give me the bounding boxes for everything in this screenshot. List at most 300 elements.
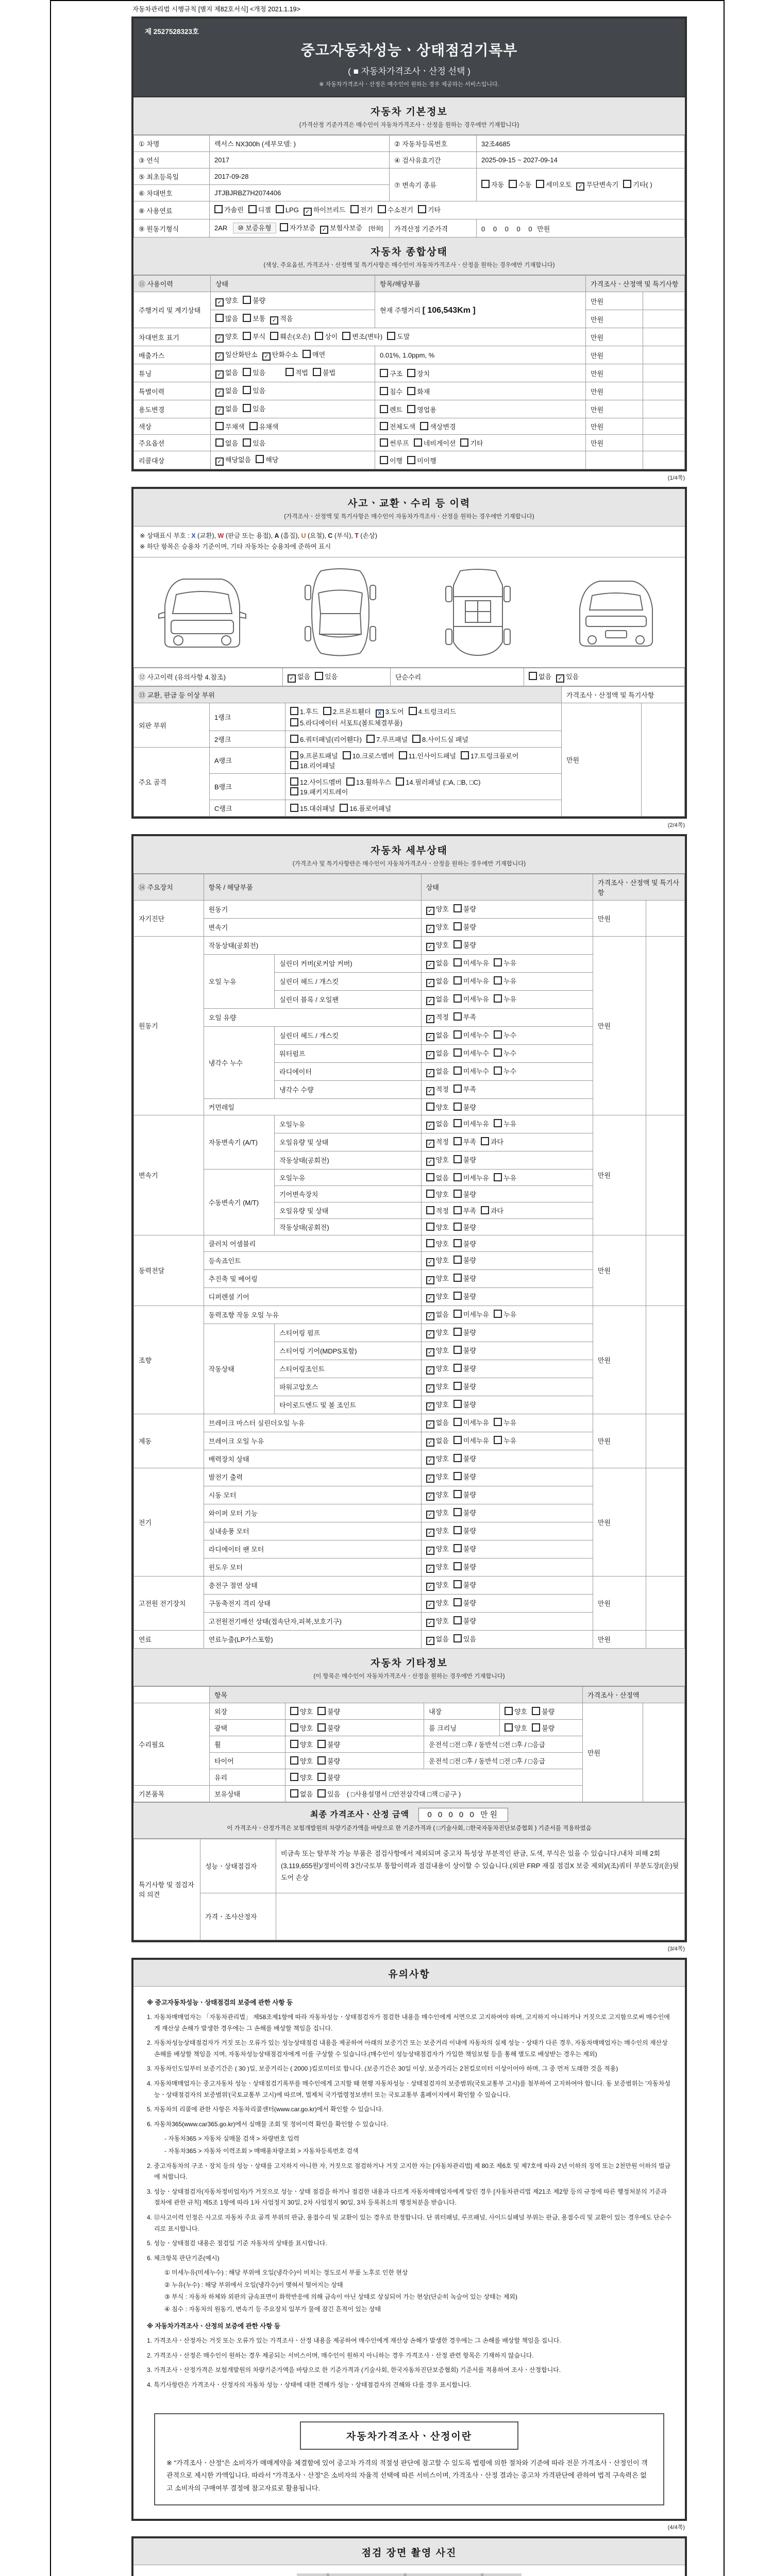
checkbox-option[interactable]: ✓ 적음 [270, 313, 293, 325]
price-cell: 만원 [562, 703, 642, 816]
state-options [421, 1185, 593, 1202]
state-options [421, 1522, 593, 1540]
checkbox-option[interactable]: 불량 [243, 295, 265, 305]
checkbox-option[interactable]: 양호 [426, 1189, 449, 1199]
notice-item: 4. 특기사항란은 가격조사ㆍ산정자의 자동차 성능ㆍ상태에 대한 견해가 성능ㆍ상태점검자의 견해와 다를 경우 표시합니다. [147, 2381, 472, 2388]
checkbox-option[interactable]: 있음 [315, 671, 338, 681]
detail-cell: 추진축 및 베어링 [204, 1269, 421, 1287]
state-options [421, 1080, 593, 1098]
checkbox-option[interactable]: 16.플로어패널 [340, 803, 391, 813]
field-label: ⑥ 차대번호 [134, 185, 210, 201]
checkbox-option[interactable]: X 3.도어 [376, 706, 404, 718]
checkbox-option[interactable]: 렌트 [380, 404, 402, 414]
state-options [421, 1235, 593, 1251]
field-label: ② 자동차등록번호 [390, 135, 477, 152]
table-row [134, 703, 685, 731]
checkbox-option[interactable]: 불량 [453, 1327, 476, 1337]
row-label: 광택 [210, 1719, 285, 1736]
notice-item: ① 미세누유(미세누수) : 해당 부위에 오일(냉각수)이 비치는 정도로서 부품 노후로 인한 현상 [164, 2269, 408, 2277]
checkbox-option[interactable]: ✓ 양호 [426, 1562, 449, 1573]
checkbox-option[interactable]: 적법 [285, 367, 308, 377]
checkbox-option[interactable]: 썬루프 [380, 438, 409, 448]
checkbox-option[interactable]: ✓ 양호 [426, 1255, 449, 1266]
field-label: ⑧ 사용연료 [134, 201, 210, 219]
final-price-band [133, 1802, 685, 1839]
transmission-type-options [477, 168, 685, 201]
page-marker: (3/4쪽) [667, 1945, 685, 1952]
checkbox-option[interactable]: 과다 [481, 1137, 503, 1146]
detail-cell: 만원 [593, 1306, 646, 1414]
checkbox-option[interactable]: ✓ 양호 [426, 1291, 449, 1302]
detail-cell: 조향 [134, 1306, 204, 1414]
checkbox-option[interactable]: ✓ 해당없음 [215, 454, 251, 466]
checkbox-option[interactable]: 11.인사이드패널 [399, 751, 456, 760]
checkbox-option[interactable]: 불량 [453, 1155, 476, 1164]
checkbox-option[interactable]: 양호 [290, 1756, 313, 1766]
interior-options [500, 1703, 583, 1719]
checkbox-option[interactable]: 불량 [453, 1291, 476, 1301]
checkbox-option[interactable]: 누수 [494, 1048, 516, 1058]
state-options [421, 1287, 593, 1306]
checkbox-option[interactable]: ✓ 없음 [426, 1048, 449, 1059]
checkbox-option[interactable]: 불량 [453, 1489, 476, 1499]
checkbox-option[interactable]: ✓ 없음 [288, 671, 310, 683]
checkbox-option[interactable]: 누유 [494, 994, 516, 1004]
checkbox-option[interactable]: 있음 [317, 1789, 340, 1799]
checkbox-option[interactable]: 미세누유 [453, 1118, 489, 1128]
repair-needed-label: 수리필요 [134, 1703, 210, 1785]
checkbox-option[interactable]: ✓ 양호 [426, 1616, 449, 1627]
checkbox-option[interactable]: 누유 [494, 1173, 516, 1182]
checkbox-option[interactable]: ✓ 보험사보증 [320, 223, 362, 234]
checkbox-option[interactable]: 불량 [453, 1580, 476, 1589]
model-year-value: 2017 [210, 152, 390, 168]
checkbox-option[interactable]: ✓ 적정 [426, 1084, 449, 1095]
state-options [421, 972, 593, 990]
checkbox-option[interactable]: 불량 [317, 1706, 340, 1716]
checkbox-option[interactable]: 화재 [407, 386, 430, 396]
checkbox-option[interactable]: 불량 [453, 1507, 476, 1517]
checkbox-option[interactable]: 미세누유 [453, 1173, 489, 1182]
polish-options [285, 1719, 424, 1736]
detail-cell: 연료누출(LP가스포함) [204, 1630, 421, 1648]
checkbox-option[interactable]: ✓ 양호 [215, 295, 238, 307]
checkbox-option[interactable]: ✓ 없음 [215, 403, 238, 415]
row-label: 배출가스 [134, 346, 211, 364]
checkbox-option[interactable]: ✓ 양호 [426, 1471, 449, 1483]
checkbox-option[interactable]: 상이 [315, 331, 338, 341]
detail-cell: 냉각수 누수 [204, 1026, 274, 1098]
section-subtitle: (이 항목은 매수인이 자동차가격조사ㆍ산정을 원하는 경우에만 기재합니다) [313, 1673, 505, 1680]
row-label: 리콜대상 [134, 451, 211, 469]
checkbox-option[interactable]: ✓ 없음 [426, 994, 449, 1005]
report-header [133, 19, 685, 97]
checkbox-option[interactable]: 양호 [426, 1102, 449, 1112]
checkbox-option[interactable]: 전기 [350, 205, 373, 214]
checkbox-option[interactable]: 15.대쉬패널 [290, 803, 335, 813]
checkbox-option[interactable]: 침수 [380, 386, 402, 396]
checkbox-option[interactable]: 14.필러패널 (□A, □B, □C) [396, 777, 480, 787]
checkbox-option[interactable]: 누유 [494, 958, 516, 968]
registration-number-value: 32조4685 [477, 135, 685, 152]
price-cell: 만원 [586, 435, 643, 451]
detail-cell: 커먼레일 [204, 1098, 421, 1115]
checkbox-option[interactable]: 있음 [243, 438, 265, 448]
column-header: 항목 [210, 1686, 583, 1703]
notice-sec1-title: ※ 중고자동차성능ㆍ상태점검의 보증에 관한 사항 등 [147, 1998, 293, 2006]
checkbox-option[interactable]: 불량 [453, 1102, 476, 1112]
checkbox-option[interactable]: 자가보증 [280, 223, 315, 232]
checkbox-option[interactable]: ✓ 없음 [215, 367, 238, 379]
checkbox-option[interactable]: 없음 [215, 438, 238, 448]
detail-cell: 실린더 헤드 / 개스킷 [275, 972, 422, 990]
checkbox-option[interactable]: 이행 [380, 455, 402, 465]
basic-items-label: 기본품목 [134, 1785, 210, 1802]
checkbox-option[interactable]: 불량 [453, 1363, 476, 1373]
checkbox-option[interactable]: ✓ 양호 [426, 922, 449, 933]
checkbox-option[interactable]: ✓ 없음 [426, 1435, 449, 1447]
checkbox-option[interactable]: ✓ 무단변속기 [576, 179, 618, 191]
checkbox-option[interactable]: 불량 [317, 1723, 340, 1733]
field-label: ① 차명 [134, 135, 210, 152]
checkbox-option[interactable]: ✓ 양호 [426, 940, 449, 951]
checkbox-option[interactable]: 불량 [453, 1222, 476, 1232]
section-subtitle: (가격조사 및 특기사항란은 매수인이 자동차가격조사ㆍ산정을 원하는 경우에만 기재합니다) [292, 860, 526, 867]
report-title: 중고자동차성능ㆍ상태점검기록부 [300, 42, 518, 58]
checkbox-option[interactable]: 있음 [243, 403, 265, 413]
checkbox-option[interactable]: 있음 [243, 367, 265, 377]
checkbox-option[interactable]: 부족 [453, 1137, 476, 1146]
glass-options [285, 1769, 583, 1785]
detail-cell [646, 1115, 685, 1235]
checkbox-option[interactable]: 12.사이드멤버 [290, 777, 342, 787]
color-options [211, 418, 375, 435]
checkbox-option[interactable]: 10.크로스멤버 [343, 751, 394, 760]
price-cell: 만원 [586, 328, 643, 346]
rankB-items [285, 773, 562, 800]
row-label: 특별이력 [134, 382, 211, 400]
checkbox-option[interactable]: 양호 [426, 1222, 449, 1232]
checkbox-option[interactable]: 불량 [453, 1345, 476, 1355]
page4-block [131, 1958, 687, 2521]
checkbox-option[interactable]: 불량 [453, 1471, 476, 1481]
checkbox-option[interactable]: 1.후드 [290, 706, 318, 716]
checkbox-option[interactable]: 누유 [494, 1118, 516, 1128]
table-row [134, 451, 685, 469]
checkbox-option[interactable]: 불량 [317, 1772, 340, 1782]
checkbox-option[interactable]: ✓ 양호 [426, 904, 449, 915]
checkbox-option[interactable]: 누유 [494, 1417, 516, 1427]
checkbox-option[interactable]: 기타 [418, 205, 441, 214]
checkbox-option[interactable]: 양호 [290, 1739, 313, 1749]
checkbox-option[interactable]: 미세누유 [453, 958, 489, 968]
detail-cell: 구동축전지 격리 상태 [204, 1594, 421, 1612]
checkbox-option[interactable]: 불량 [317, 1756, 340, 1766]
simple-repair-options [524, 668, 685, 686]
checkbox-option[interactable]: ✓ 양호 [426, 1544, 449, 1555]
checkbox-option[interactable]: 영업용 [407, 404, 436, 414]
checkbox-option[interactable]: 9.프론트패널 [290, 751, 338, 760]
checkbox-option[interactable]: 불량 [317, 1739, 340, 1749]
checkbox-option[interactable]: 2.프론트휀더 [323, 706, 371, 716]
checkbox-option[interactable]: ✓ 양호 [426, 1598, 449, 1609]
detail-cell: 디퍼렌셜 기어 [204, 1287, 421, 1306]
repaint-options [375, 418, 586, 435]
state-options [421, 1612, 593, 1630]
checkbox-option[interactable]: 5.라디에이터 서포트(볼트체결부품) [290, 718, 402, 727]
engine-type-cell [210, 219, 390, 238]
section-etc [133, 1649, 685, 1686]
checkbox-option[interactable]: 수동 [509, 179, 531, 189]
checkbox-option[interactable]: 훼손(오손) [270, 331, 310, 341]
section-subtitle: (색상, 주요옵션, 가격조사ㆍ산정액 및 특기사항은 매수인이 자동차가격조사ㆍ산정을 원하는 경우에만 기재합니다) [263, 262, 555, 268]
checkbox-option[interactable]: 4.트렁크리드 [409, 706, 457, 716]
checkbox-option[interactable]: 불량 [532, 1723, 554, 1733]
checkbox-option[interactable]: 불량 [453, 1598, 476, 1607]
checkbox-option[interactable]: 적정 [426, 1206, 449, 1215]
checkbox-option[interactable]: 과다 [481, 1206, 503, 1215]
checkbox-option[interactable]: 미세누수 [453, 1030, 489, 1040]
checkbox-option[interactable]: ✓ 없음 [426, 1309, 449, 1320]
detail-cell: 작동상태 [204, 1324, 274, 1414]
checkbox-option[interactable]: LPG [276, 205, 299, 214]
checkbox-option[interactable]: ✓ 없음 [426, 1066, 449, 1077]
rank-label: 2랭크 [210, 731, 285, 747]
checkbox-option[interactable]: ✓ 양호 [426, 1363, 449, 1375]
checkbox-option[interactable]: ✓ 없음 [426, 1634, 449, 1645]
table-row [134, 364, 685, 382]
detail-cell: 라디에이터 [275, 1062, 422, 1080]
checkbox-option[interactable]: ✓ 양호 [426, 1345, 449, 1357]
checkbox-option[interactable]: 디젤 [248, 205, 271, 214]
checkbox-option[interactable]: 장치 [407, 368, 430, 378]
checkbox-option[interactable]: ✓ 적정 [426, 1137, 449, 1148]
checkbox-option[interactable]: 미세누유 [453, 1417, 489, 1427]
checkbox-option[interactable]: 불량 [453, 1381, 476, 1391]
car-diagram-top [272, 557, 410, 667]
checkbox-option[interactable]: 18.리어패널 [290, 760, 335, 770]
checkbox-option[interactable]: 불법 [313, 367, 335, 377]
notice-item: ② 누유(누수) : 해당 부위에서 오일(냉각수)이 맺혀서 떨어지는 상태 [164, 2281, 343, 2289]
detail-cell [646, 1306, 685, 1414]
row-label: 내장 [424, 1703, 500, 1719]
section-photos [133, 2538, 685, 2565]
checkbox-option[interactable]: 양호 [290, 1706, 313, 1716]
checkbox-option[interactable]: ✓ 양호 [426, 1327, 449, 1338]
checkbox-option[interactable]: 7.루프패널 [366, 734, 408, 744]
checkbox-option[interactable]: 8.사이드실 패널 [412, 734, 468, 744]
checkbox-option[interactable]: 누유 [494, 1309, 516, 1319]
current-mileage [375, 292, 586, 328]
checkbox-option[interactable]: 미이행 [407, 455, 436, 465]
checkbox-option[interactable]: 보통 [243, 313, 265, 323]
state-options [421, 1594, 593, 1612]
checkbox-option[interactable]: 가솔린 [214, 205, 244, 214]
table-header-row [134, 686, 685, 703]
notice-item: 3. 성능ㆍ상태점검자(자동차정비업자)가 거짓으로 성능ㆍ상태 점검을 하거나 점검한 내용과 다르게 자동차매매업자에게 알린 경우 [자동차관리법 제21조 제2항 등의 규정에 따른 행정처분의 기준과 절차에 관한 규칙] 제5조 1항에 따라 1차 사업정지 30일, 2차 사업정지 90일, 3차 등록취소의 행정처분을 받습니다. [147, 2188, 667, 2207]
checkbox-option[interactable]: ✓ 탄화수소 [262, 349, 298, 361]
state-options [421, 1133, 593, 1151]
status-code: A [274, 532, 279, 539]
detail-cell: 만원 [593, 900, 646, 936]
table-row [134, 936, 685, 954]
checkbox-option[interactable]: 누수 [494, 1030, 516, 1040]
checkbox-option[interactable]: 불량 [453, 1526, 476, 1535]
accident-history-label: ⑫ 사고이력 (유의사항 4.참조) [134, 668, 283, 686]
checkbox-option[interactable]: 기타( ) [623, 179, 652, 189]
checkbox-option[interactable]: 불량 [532, 1706, 554, 1716]
checkbox-option[interactable]: 양호 [290, 1772, 313, 1782]
checkbox-option[interactable]: ✓ 양호 [426, 1489, 449, 1501]
checkbox-option[interactable]: 불량 [453, 1453, 476, 1463]
hold-state-cell [285, 1785, 583, 1802]
detail-cell [646, 1630, 685, 1648]
car-name-value: 렉서스 NX300h (세부모델: ) [210, 135, 390, 152]
checkbox-option[interactable]: ✓ 양호 [426, 1273, 449, 1284]
checkbox-option[interactable]: ✓ 양호 [426, 1453, 449, 1465]
checkbox-option[interactable]: 누유 [494, 976, 516, 986]
checkbox-option[interactable]: ✓ 없음 [215, 385, 238, 397]
checkbox-option[interactable]: 전체도색 [380, 421, 415, 431]
rankB-row2 [290, 787, 557, 796]
checkbox-option[interactable]: 없음 [290, 1789, 313, 1799]
detail-cell: 고전원 전기장치 [134, 1576, 204, 1630]
exterior-options [285, 1703, 424, 1719]
checkbox-option[interactable]: 미세누유 [453, 1435, 489, 1445]
detail-cell: 윈도우 모터 [204, 1558, 421, 1576]
detail-cell: 동력조향 작동 오일 누유 [204, 1306, 421, 1324]
note-cell [643, 364, 685, 382]
checkbox-option[interactable]: 양호 [426, 1239, 449, 1248]
detail-cell: 작동상태(공회전) [275, 1218, 422, 1235]
fuel-type-options [210, 201, 685, 219]
checkbox-option[interactable]: 없음 [529, 671, 551, 681]
checkbox-option[interactable]: ✓ 없음 [426, 1118, 449, 1130]
base-price-cell [477, 219, 685, 238]
checkbox-option[interactable]: 유채색 [249, 421, 279, 431]
checkbox-option[interactable]: 있음 [243, 385, 265, 395]
detail-cell: 수동변속기 (M/T) [204, 1169, 274, 1235]
checkbox-option[interactable]: 양호 [505, 1723, 527, 1733]
checkbox-option[interactable]: 도말 [387, 331, 410, 341]
checkbox-option[interactable]: 불량 [453, 904, 476, 913]
checkbox-option[interactable]: ✓ 양호 [426, 1155, 449, 1166]
checkbox-option[interactable]: 불량 [453, 1562, 476, 1571]
checkbox-option[interactable]: ✓ 없음 [426, 1030, 449, 1041]
checkbox-option[interactable]: 구조 [380, 368, 402, 378]
price-note-header: 가격조사ㆍ산정액 및 특기사항 [562, 686, 685, 703]
checkbox-option[interactable]: 변조(변타) [342, 331, 382, 341]
checkbox-option[interactable]: ✓ 없음 [426, 1417, 449, 1429]
checkbox-option[interactable]: 많음 [215, 313, 238, 323]
notice-content [133, 1987, 685, 2402]
checkbox-option[interactable]: ✓ 양호 [426, 1507, 449, 1519]
checkbox-option[interactable]: 부식 [243, 331, 265, 341]
notice-item: 2. 자동차성능상태점검자가 거짓 또는 오류가 있는 성능상태점검 내용을 제공하여 아래의 보증기간 또는 보증거리 이내에 자동차의 실제 성능ㆍ상태가 다른 경우, 자동차매매업자는 매수인의 재산상 손해를 배상할 책임을 지며, 자동차성능상태점검자에게 이를 구상할 수 있습니다.(매수인이 성능상태점검자가 가입한 책임보험 등을 통해 별도로 배상받는 경우는 제외) [147, 2039, 668, 2058]
checkbox-option[interactable]: 미세누유 [453, 976, 489, 986]
state-options [421, 1540, 593, 1558]
checkbox-option[interactable]: 자동 [481, 179, 504, 189]
checkbox-option[interactable]: 불량 [453, 1544, 476, 1553]
checkbox-option[interactable]: 양호 [505, 1706, 527, 1716]
checkbox-option[interactable]: ✓ 없음 [426, 958, 449, 969]
checkbox-option[interactable]: 13.휠하우스 [346, 777, 391, 787]
checkbox-option[interactable]: 누유 [494, 1435, 516, 1445]
checkbox-option[interactable]: 미세누유 [453, 994, 489, 1004]
checkbox-option[interactable]: ✓ 양호 [215, 331, 238, 343]
checkbox-option[interactable]: 색상변경 [420, 421, 456, 431]
checkbox-option[interactable]: 불량 [453, 1189, 476, 1199]
detail-cell: 동력전달 [134, 1235, 204, 1306]
detail-cell: 만원 [593, 1414, 646, 1468]
checkbox-option[interactable]: ✓ 양호 [426, 1580, 449, 1591]
checkbox-option[interactable]: 불량 [453, 1273, 476, 1283]
checkbox-option[interactable]: 불량 [453, 1239, 476, 1248]
table-row [134, 668, 685, 686]
checkbox-option[interactable]: ✓ 없음 [426, 976, 449, 987]
checkbox-option[interactable]: ✓ 양호 [426, 1526, 449, 1537]
checkbox-option[interactable]: 네비게이션 [414, 438, 456, 448]
checkbox-option[interactable]: 양호 [290, 1723, 313, 1733]
field-label: ③ 연식 [134, 152, 210, 168]
checkbox-option[interactable]: ✓ 양호 [426, 1399, 449, 1411]
checkbox-option[interactable]: 불량 [453, 1399, 476, 1409]
checkbox-option[interactable]: 17.트렁크플로어 [461, 751, 518, 760]
checkbox-option[interactable]: 있음 [453, 1634, 476, 1643]
checkbox-option[interactable]: 기타 [460, 438, 483, 448]
field-label: ⑨ 원동기형식 [134, 219, 210, 238]
checkbox-option[interactable]: ✓ 하이브리드 [304, 205, 346, 216]
checkbox-option[interactable]: 매연 [303, 349, 325, 359]
checkbox-option[interactable]: ✓ 있음 [556, 671, 579, 683]
checkbox-option[interactable]: ✓ 양호 [426, 1381, 449, 1393]
checkbox-option[interactable]: 부족 [453, 1012, 476, 1022]
detail-cell: 타이로드엔드 및 볼 조인트 [275, 1396, 422, 1414]
checkbox-option[interactable]: 불량 [453, 940, 476, 950]
checkbox-option[interactable]: 수소전기 [378, 205, 413, 214]
checkbox-option[interactable]: 미세누수 [453, 1048, 489, 1058]
row-label: 차대번호 표기 [134, 328, 211, 346]
checkbox-option[interactable]: 없음 [426, 1173, 449, 1182]
checkbox-option[interactable]: 부족 [453, 1206, 476, 1215]
option-presence-options [211, 435, 375, 451]
checkbox-option[interactable]: ✓ 일산화탄소 [215, 349, 258, 361]
checkbox-option[interactable]: 6.쿼터패널(리어휀다) [290, 734, 362, 744]
table-row [134, 201, 685, 219]
checkbox-option[interactable]: 누수 [494, 1066, 516, 1076]
checkbox-option[interactable]: 무채색 [215, 421, 245, 431]
table-row [134, 1893, 685, 1940]
status-code-legend [133, 527, 685, 557]
checkbox-option[interactable]: 불량 [453, 1255, 476, 1265]
notice-item: 3. 가격조사ㆍ산정가격은 보험개발원의 차량기준가액을 바탕으로 한 기준가격과 (기술사회, 한국자동차진단보증협회) 기준서를 적용하여 조사ㆍ산정합니다. [147, 2366, 561, 2374]
checkbox-option[interactable]: 19.패키지트레이 [290, 787, 348, 796]
checkbox-option[interactable]: ✓ 적정 [426, 1012, 449, 1023]
checkbox-option[interactable]: 해당 [256, 454, 278, 464]
table-row [134, 1703, 685, 1719]
table-row [134, 1576, 685, 1594]
checkbox-option[interactable]: 미세누유 [453, 1309, 489, 1319]
checkbox-option[interactable]: 불량 [453, 922, 476, 931]
final-price-amount: 0 0 0 0 0 만원 [418, 1808, 508, 1822]
checkbox-option[interactable]: 불량 [453, 1616, 476, 1625]
checkbox-option[interactable]: 부족 [453, 1084, 476, 1094]
checkbox-option[interactable]: 미세누수 [453, 1066, 489, 1076]
main-frame-label: 주요 골격 [134, 747, 210, 816]
tire-options [285, 1752, 424, 1769]
detail-cell [646, 900, 685, 936]
checkbox-option[interactable]: 세미오토 [536, 179, 572, 189]
